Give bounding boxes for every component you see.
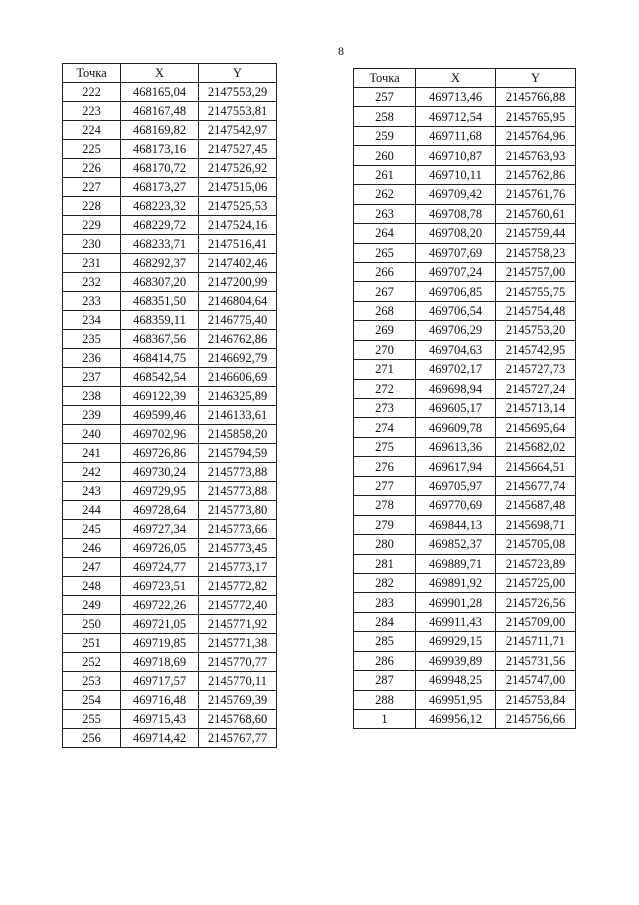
x-cell: 469729,95 — [121, 482, 199, 501]
x-cell: 469956,12 — [416, 710, 496, 729]
point-cell: 229 — [63, 216, 121, 235]
y-cell: 2145756,66 — [496, 710, 576, 729]
point-cell: 283 — [354, 593, 416, 612]
y-cell: 2147527,45 — [199, 140, 277, 159]
y-cell: 2145747,00 — [496, 671, 576, 690]
x-cell: 469713,46 — [416, 88, 496, 107]
table-row — [354, 554, 576, 573]
table-row — [354, 146, 576, 165]
x-cell: 468233,71 — [121, 235, 199, 254]
table-row — [354, 321, 576, 340]
x-cell: 469719,85 — [121, 634, 199, 653]
y-cell: 2145757,00 — [496, 262, 576, 281]
y-cell: 2145727,73 — [496, 360, 576, 379]
y-cell: 2145773,88 — [199, 482, 277, 501]
x-cell: 468307,20 — [121, 273, 199, 292]
table-row — [63, 520, 277, 539]
table-row — [63, 140, 277, 159]
coordinates-table-right — [353, 68, 576, 729]
point-cell: 246 — [63, 539, 121, 558]
x-cell: 469710,87 — [416, 146, 496, 165]
table-row — [354, 224, 576, 243]
x-cell: 468414,75 — [121, 349, 199, 368]
table-row — [63, 634, 277, 653]
x-cell: 469122,39 — [121, 387, 199, 406]
table-row — [354, 476, 576, 495]
point-cell: 237 — [63, 368, 121, 387]
x-cell: 469901,28 — [416, 593, 496, 612]
table-row — [63, 102, 277, 121]
x-cell: 468173,27 — [121, 178, 199, 197]
x-cell: 469722,26 — [121, 596, 199, 615]
table-row — [354, 573, 576, 592]
table-row — [354, 690, 576, 709]
table-row — [63, 292, 277, 311]
table-row — [354, 360, 576, 379]
x-cell: 469705,97 — [416, 476, 496, 495]
y-cell: 2145760,61 — [496, 204, 576, 223]
x-cell: 469704,63 — [416, 340, 496, 359]
point-cell: 248 — [63, 577, 121, 596]
y-cell: 2145687,48 — [496, 496, 576, 515]
y-cell: 2145727,24 — [496, 379, 576, 398]
table-row — [354, 437, 576, 456]
y-cell: 2145762,86 — [496, 165, 576, 184]
table-row — [354, 593, 576, 612]
table-row — [63, 577, 277, 596]
y-cell: 2145770,77 — [199, 653, 277, 672]
x-cell: 469939,89 — [416, 651, 496, 670]
y-cell: 2145698,71 — [496, 515, 576, 534]
table-row — [63, 368, 277, 387]
x-cell: 469711,68 — [416, 126, 496, 145]
point-cell: 227 — [63, 178, 121, 197]
x-cell: 469844,13 — [416, 515, 496, 534]
y-cell: 2147516,41 — [199, 235, 277, 254]
x-cell: 469708,20 — [416, 224, 496, 243]
x-cell: 469702,96 — [121, 425, 199, 444]
y-cell: 2145726,56 — [496, 593, 576, 612]
point-cell: 270 — [354, 340, 416, 359]
y-cell: 2145773,80 — [199, 501, 277, 520]
y-cell: 2145773,45 — [199, 539, 277, 558]
table-row — [354, 496, 576, 515]
point-cell: 269 — [354, 321, 416, 340]
x-cell: 469726,86 — [121, 444, 199, 463]
y-cell: 2145765,95 — [496, 107, 576, 126]
y-cell: 2145761,76 — [496, 185, 576, 204]
point-cell: 258 — [354, 107, 416, 126]
point-cell: 272 — [354, 379, 416, 398]
table-row — [354, 399, 576, 418]
y-cell: 2145767,77 — [199, 729, 277, 748]
header-y: Y — [199, 64, 277, 83]
y-cell: 2146692,79 — [199, 349, 277, 368]
y-cell: 2145758,23 — [496, 243, 576, 262]
x-cell: 468165,04 — [121, 83, 199, 102]
table-row — [354, 301, 576, 320]
x-cell: 469770,69 — [416, 496, 496, 515]
x-cell: 469728,64 — [121, 501, 199, 520]
y-cell: 2145753,20 — [496, 321, 576, 340]
table-row — [354, 165, 576, 184]
x-cell: 469718,69 — [121, 653, 199, 672]
point-cell: 238 — [63, 387, 121, 406]
y-cell: 2145709,00 — [496, 612, 576, 631]
point-cell: 249 — [63, 596, 121, 615]
x-cell: 468359,11 — [121, 311, 199, 330]
point-cell: 242 — [63, 463, 121, 482]
point-cell: 234 — [63, 311, 121, 330]
y-cell: 2145759,44 — [496, 224, 576, 243]
point-cell: 265 — [354, 243, 416, 262]
header-x: X — [121, 64, 199, 83]
x-cell: 469605,17 — [416, 399, 496, 418]
table-row — [63, 539, 277, 558]
x-cell: 469727,34 — [121, 520, 199, 539]
x-cell: 469721,05 — [121, 615, 199, 634]
point-cell: 252 — [63, 653, 121, 672]
point-cell: 281 — [354, 554, 416, 573]
point-cell: 263 — [354, 204, 416, 223]
point-cell: 239 — [63, 406, 121, 425]
point-cell: 222 — [63, 83, 121, 102]
table-row — [354, 88, 576, 107]
point-cell: 264 — [354, 224, 416, 243]
table-row — [354, 243, 576, 262]
x-cell: 469706,85 — [416, 282, 496, 301]
point-cell: 241 — [63, 444, 121, 463]
y-cell: 2145711,71 — [496, 632, 576, 651]
point-cell: 282 — [354, 573, 416, 592]
x-cell: 469723,51 — [121, 577, 199, 596]
table-row — [63, 178, 277, 197]
y-cell: 2145723,89 — [496, 554, 576, 573]
y-cell: 2145754,48 — [496, 301, 576, 320]
y-cell: 2146775,40 — [199, 311, 277, 330]
y-cell: 2145725,00 — [496, 573, 576, 592]
x-cell: 469948,25 — [416, 671, 496, 690]
x-cell: 469716,48 — [121, 691, 199, 710]
table-row — [354, 282, 576, 301]
y-cell: 2146606,69 — [199, 368, 277, 387]
x-cell: 469951,95 — [416, 690, 496, 709]
x-cell: 469599,46 — [121, 406, 199, 425]
table-row — [63, 197, 277, 216]
y-cell: 2147524,16 — [199, 216, 277, 235]
header-y: Y — [496, 69, 576, 88]
table-row — [63, 235, 277, 254]
page-number: 8 — [338, 44, 344, 58]
point-cell: 244 — [63, 501, 121, 520]
x-cell: 469707,69 — [416, 243, 496, 262]
point-cell: 243 — [63, 482, 121, 501]
y-cell: 2145768,60 — [199, 710, 277, 729]
table-row — [354, 418, 576, 437]
point-cell: 231 — [63, 254, 121, 273]
y-cell: 2147542,97 — [199, 121, 277, 140]
table-row — [63, 463, 277, 482]
y-cell: 2145713,14 — [496, 399, 576, 418]
point-cell: 256 — [63, 729, 121, 748]
point-cell: 260 — [354, 146, 416, 165]
x-cell: 469911,43 — [416, 612, 496, 631]
x-cell: 468351,50 — [121, 292, 199, 311]
point-cell: 223 — [63, 102, 121, 121]
x-cell: 468170,72 — [121, 159, 199, 178]
x-cell: 469929,15 — [416, 632, 496, 651]
point-cell: 267 — [354, 282, 416, 301]
point-cell: 287 — [354, 671, 416, 690]
x-cell: 469698,94 — [416, 379, 496, 398]
table-row — [63, 653, 277, 672]
x-cell: 469726,05 — [121, 539, 199, 558]
x-cell: 468169,82 — [121, 121, 199, 140]
table-row — [63, 349, 277, 368]
table-header-row — [354, 69, 576, 88]
x-cell: 469706,54 — [416, 301, 496, 320]
coordinates-table-left — [62, 63, 277, 748]
x-cell: 468542,54 — [121, 368, 199, 387]
point-cell: 286 — [354, 651, 416, 670]
y-cell: 2145677,74 — [496, 476, 576, 495]
x-cell: 469714,42 — [121, 729, 199, 748]
table-row — [354, 710, 576, 729]
y-cell: 2146762,86 — [199, 330, 277, 349]
table-row — [354, 204, 576, 223]
y-cell: 2145664,51 — [496, 457, 576, 476]
y-cell: 2145770,11 — [199, 672, 277, 691]
y-cell: 2145682,02 — [496, 437, 576, 456]
point-cell: 261 — [354, 165, 416, 184]
x-cell: 469617,94 — [416, 457, 496, 476]
point-cell: 228 — [63, 197, 121, 216]
point-cell: 224 — [63, 121, 121, 140]
table-row — [63, 444, 277, 463]
table-row — [63, 558, 277, 577]
y-cell: 2145772,82 — [199, 577, 277, 596]
y-cell: 2145772,40 — [199, 596, 277, 615]
point-cell: 275 — [354, 437, 416, 456]
x-cell: 469724,77 — [121, 558, 199, 577]
point-cell: 240 — [63, 425, 121, 444]
y-cell: 2145794,59 — [199, 444, 277, 463]
x-cell: 469889,71 — [416, 554, 496, 573]
table-row — [354, 185, 576, 204]
x-cell: 469730,24 — [121, 463, 199, 482]
point-cell: 245 — [63, 520, 121, 539]
header-point: Точка — [354, 69, 416, 88]
point-cell: 271 — [354, 360, 416, 379]
x-cell: 469709,42 — [416, 185, 496, 204]
y-cell: 2145773,88 — [199, 463, 277, 482]
y-cell: 2145753,84 — [496, 690, 576, 709]
x-cell: 469891,92 — [416, 573, 496, 592]
table-row — [354, 262, 576, 281]
y-cell: 2147402,46 — [199, 254, 277, 273]
y-cell: 2145773,17 — [199, 558, 277, 577]
x-cell: 468229,72 — [121, 216, 199, 235]
table-row — [63, 672, 277, 691]
point-cell: 225 — [63, 140, 121, 159]
table-row — [63, 691, 277, 710]
y-cell: 2145695,64 — [496, 418, 576, 437]
x-cell: 469712,54 — [416, 107, 496, 126]
y-cell: 2145766,88 — [496, 88, 576, 107]
table-row — [354, 340, 576, 359]
table-row — [63, 482, 277, 501]
point-cell: 284 — [354, 612, 416, 631]
point-cell: 253 — [63, 672, 121, 691]
table-row — [63, 273, 277, 292]
header-point: Точка — [63, 64, 121, 83]
table-row — [63, 406, 277, 425]
y-cell: 2147553,81 — [199, 102, 277, 121]
point-cell: 226 — [63, 159, 121, 178]
y-cell: 2145755,75 — [496, 282, 576, 301]
table-row — [63, 121, 277, 140]
table-row — [354, 651, 576, 670]
table-row — [354, 107, 576, 126]
x-cell: 468223,32 — [121, 197, 199, 216]
y-cell: 2145769,39 — [199, 691, 277, 710]
y-cell: 2147526,92 — [199, 159, 277, 178]
table-header-row — [63, 64, 277, 83]
point-cell: 247 — [63, 558, 121, 577]
point-cell: 288 — [354, 690, 416, 709]
point-cell: 280 — [354, 535, 416, 554]
point-cell: 257 — [354, 88, 416, 107]
table-row — [354, 126, 576, 145]
x-cell: 469708,78 — [416, 204, 496, 223]
y-cell: 2146133,61 — [199, 406, 277, 425]
y-cell: 2145742,95 — [496, 340, 576, 359]
y-cell: 2145763,93 — [496, 146, 576, 165]
y-cell: 2147553,29 — [199, 83, 277, 102]
point-cell: 268 — [354, 301, 416, 320]
y-cell: 2145858,20 — [199, 425, 277, 444]
point-cell: 235 — [63, 330, 121, 349]
x-cell: 469609,78 — [416, 418, 496, 437]
table-row — [63, 330, 277, 349]
point-cell: 236 — [63, 349, 121, 368]
x-cell: 469717,57 — [121, 672, 199, 691]
table-row — [63, 501, 277, 520]
table-row — [63, 425, 277, 444]
point-cell: 273 — [354, 399, 416, 418]
table-row — [63, 596, 277, 615]
y-cell: 2146325,89 — [199, 387, 277, 406]
x-cell: 468173,16 — [121, 140, 199, 159]
y-cell: 2146804,64 — [199, 292, 277, 311]
x-cell: 469702,17 — [416, 360, 496, 379]
y-cell: 2145773,66 — [199, 520, 277, 539]
y-cell: 2145771,92 — [199, 615, 277, 634]
y-cell: 2145764,96 — [496, 126, 576, 145]
y-cell: 2145771,38 — [199, 634, 277, 653]
table-row — [63, 729, 277, 748]
point-cell: 255 — [63, 710, 121, 729]
table-row — [63, 615, 277, 634]
point-cell: 276 — [354, 457, 416, 476]
point-cell: 232 — [63, 273, 121, 292]
point-cell: 233 — [63, 292, 121, 311]
point-cell: 1 — [354, 710, 416, 729]
point-cell: 230 — [63, 235, 121, 254]
point-cell: 250 — [63, 615, 121, 634]
x-cell: 469852,37 — [416, 535, 496, 554]
table-row — [63, 710, 277, 729]
table-row — [354, 535, 576, 554]
point-cell: 278 — [354, 496, 416, 515]
point-cell: 277 — [354, 476, 416, 495]
table-row — [63, 216, 277, 235]
table-row — [354, 612, 576, 631]
x-cell: 469710,11 — [416, 165, 496, 184]
x-cell: 468167,48 — [121, 102, 199, 121]
table-row — [63, 254, 277, 273]
table-row — [63, 387, 277, 406]
x-cell: 469715,43 — [121, 710, 199, 729]
table-row — [354, 379, 576, 398]
y-cell: 2145705,08 — [496, 535, 576, 554]
point-cell: 274 — [354, 418, 416, 437]
point-cell: 262 — [354, 185, 416, 204]
table-row — [63, 159, 277, 178]
y-cell: 2147525,53 — [199, 197, 277, 216]
point-cell: 254 — [63, 691, 121, 710]
table-row — [63, 83, 277, 102]
x-cell: 468367,56 — [121, 330, 199, 349]
table-row — [354, 671, 576, 690]
y-cell: 2145731,56 — [496, 651, 576, 670]
y-cell: 2147515,06 — [199, 178, 277, 197]
point-cell: 251 — [63, 634, 121, 653]
x-cell: 469613,36 — [416, 437, 496, 456]
x-cell: 468292,37 — [121, 254, 199, 273]
header-x: X — [416, 69, 496, 88]
point-cell: 266 — [354, 262, 416, 281]
table-row — [354, 457, 576, 476]
table-row — [63, 311, 277, 330]
x-cell: 469706,29 — [416, 321, 496, 340]
x-cell: 469707,24 — [416, 262, 496, 281]
point-cell: 279 — [354, 515, 416, 534]
table-row — [354, 632, 576, 651]
point-cell: 285 — [354, 632, 416, 651]
point-cell: 259 — [354, 126, 416, 145]
y-cell: 2147200,99 — [199, 273, 277, 292]
table-row — [354, 515, 576, 534]
